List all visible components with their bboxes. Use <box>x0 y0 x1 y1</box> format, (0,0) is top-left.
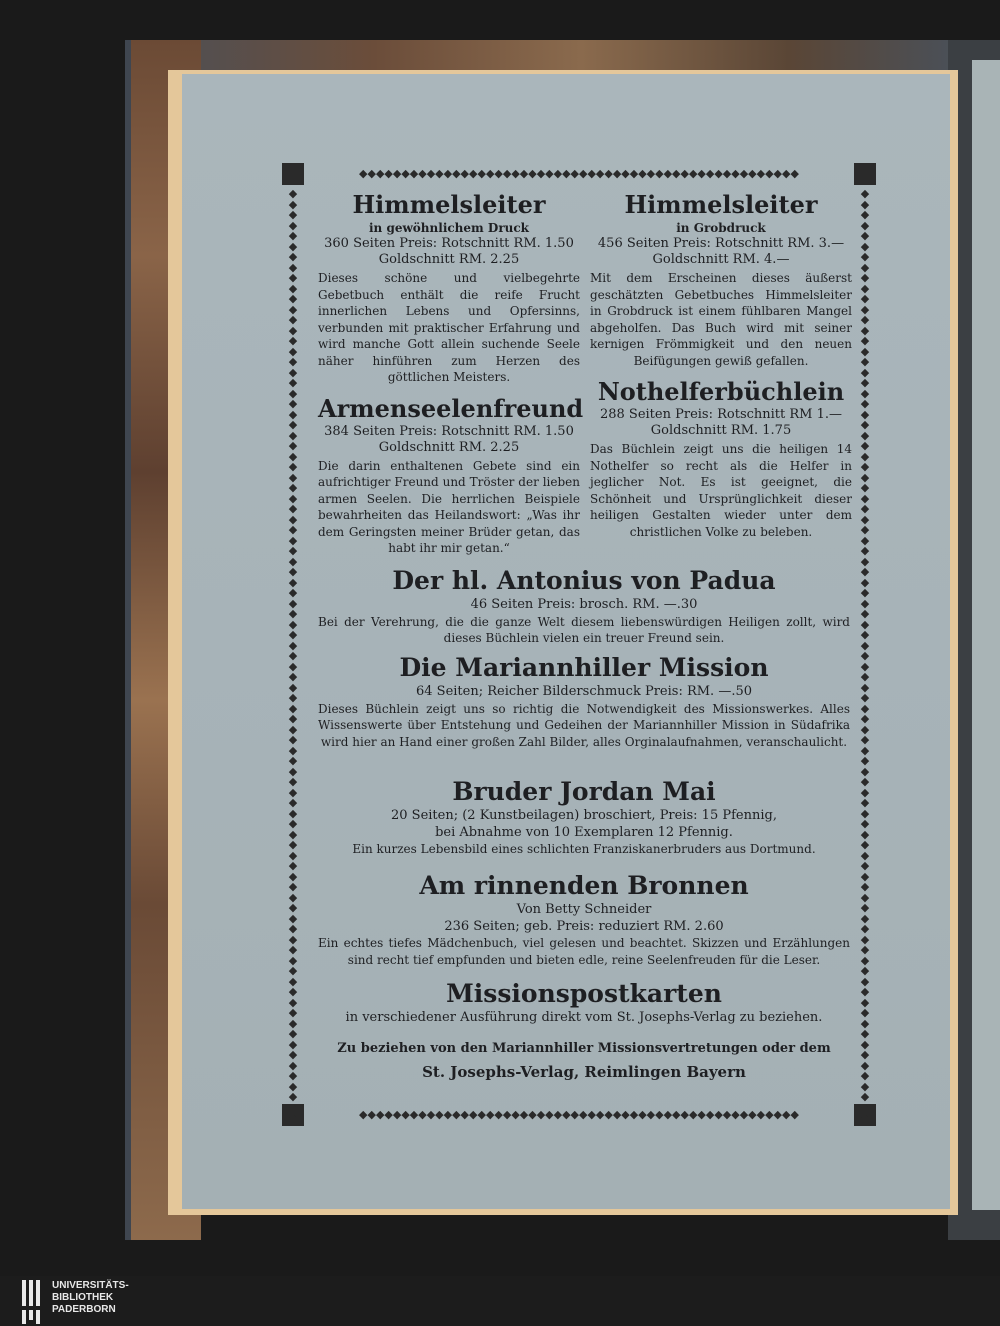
book-subtitle: in gewöhnlichem Druck <box>368 221 529 235</box>
book-title: Himmelsleiter <box>352 190 546 219</box>
book-description: Das Büchlein zeigt uns die heiligen 14 Nothelfer so recht als die Helfer in jeglicher Not. Es ist geeignet, die Schönheit und Ursprünglichkeit dieser heiligen Gestalten wieder unter dem christlichen Volke zu beleben. <box>590 442 852 539</box>
book-description: Dieses Büchlein zeigt uns so richtig die Notwendigkeit des Missionswerkes. Alles Wissenswerte über Entstehung und Gedeihen der Mariannhiller Mission in Südafrika wird hier an Hand einer großen Zahl Bilder, alles Orginalaufnahmen, veranschaulicht. <box>318 701 850 749</box>
frame-border-right: ◆◆◆◆◆◆◆◆◆◆◆◆◆◆◆◆◆◆◆◆◆◆◆◆◆◆◆◆◆◆◆◆◆◆◆◆◆◆◆◆◆◆◆◆◆◆◆◆◆◆◆◆◆◆◆◆◆◆◆◆◆◆◆◆◆◆◆◆◆◆◆◆◆◆◆◆◆◆◆◆◆◆◆◆◆◆◆◆◆ <box>860 187 870 1124</box>
library-logo-icon <box>22 1280 46 1324</box>
book-price: 288 Seiten Preis: Rotschnitt RM 1.— <box>599 407 843 422</box>
book-price-gold: Goldschnitt RM. 2.25 <box>378 252 520 267</box>
book-price-gold: Goldschnitt RM. 1.75 <box>650 423 792 438</box>
book-price: 20 Seiten; (2 Kunstbeilagen) broschiert, Preis: 15 Pfennig, <box>391 808 777 823</box>
book-description: Dieses schöne und vielbegehrte Gebetbuch enthält die reife Frucht innerlichen Lebens und Opfersinns, verbunden mit praktischer Erfahrung und wird manche Gott allein suchende Seele näher hinführen zum Herzen des göttlichen Meisters. <box>318 271 580 384</box>
book-entry <box>590 377 852 540</box>
left-column <box>318 190 584 557</box>
book-title: Die Mariannhiller Mission <box>399 653 769 682</box>
frame-corner <box>854 163 876 185</box>
book-description: Ein kurzes Lebensbild eines schlichten Franziskanerbruders aus Dortmund. <box>352 842 816 856</box>
logo-line: BIBLIOTHEK <box>52 1292 114 1303</box>
book-title: Nothelferbüchlein <box>597 377 845 406</box>
book-price: 456 Seiten Preis: Rotschnitt RM. 3.— <box>597 236 845 251</box>
postkarten-entry <box>318 978 850 1027</box>
book-price: 384 Seiten Preis: Rotschnitt RM. 1.50 <box>324 423 574 439</box>
book-title: Bruder Jordan Mai <box>452 777 716 806</box>
book-price-gold: Goldschnitt RM. 4.— <box>652 252 790 267</box>
logo-line: UNIVERSITÄTS- <box>52 1280 129 1291</box>
book-entry <box>318 393 584 557</box>
publisher-name: St. Josephs-Verlag, Reimlingen Bayern <box>422 1063 746 1081</box>
book-description: Bei der Verehrung, die die ganze Welt diesem liebenswürdigen Heiligen zollt, wird dieses Büchlein vielen ein treuer Freund sein. <box>318 614 850 645</box>
mission-entry <box>318 652 850 750</box>
book-price: 360 Seiten Preis: Rotschnitt RM. 1.50 <box>324 236 574 251</box>
frame-border-left: ◆◆◆◆◆◆◆◆◆◆◆◆◆◆◆◆◆◆◆◆◆◆◆◆◆◆◆◆◆◆◆◆◆◆◆◆◆◆◆◆◆◆◆◆◆◆◆◆◆◆◆◆◆◆◆◆◆◆◆◆◆◆◆◆◆◆◆◆◆◆◆◆◆◆◆◆◆◆◆◆◆◆◆◆◆◆◆◆◆ <box>288 187 298 1124</box>
book-description: Mit dem Erscheinen dieses äußerst geschätzten Gebetbuches Himmelsleiter in Grobdruck ist einem fühlbaren Mangel abgeholfen. Das Buch wird mit seiner kernigen Frömmigkeit und den neuen Beifügungen gewiß gefallen. <box>590 271 852 368</box>
book-price: 46 Seiten Preis: brosch. RM. —.30 <box>470 597 698 612</box>
frame-corner <box>282 163 304 185</box>
right-column <box>590 190 852 540</box>
book-title: Missionspostkarten <box>446 979 722 1008</box>
book-title: Himmelsleiter <box>624 190 818 219</box>
logo-line: PADERBORN <box>52 1304 116 1315</box>
publisher-footer <box>318 1040 850 1082</box>
frame-border-top: ◆◆◆◆◆◆◆◆◆◆◆◆◆◆◆◆◆◆◆◆◆◆◆◆◆◆◆◆◆◆◆◆◆◆◆◆◆◆◆◆◆◆◆◆◆◆◆◆◆◆◆◆ <box>359 167 799 180</box>
library-logo-bar <box>0 1276 1000 1326</box>
book-price-bulk: bei Abnahme von 10 Exemplaren 12 Pfennig. <box>435 824 733 840</box>
antonius-entry <box>318 565 850 647</box>
footer-line: Zu beziehen von den Mariannhiller Missionsvertretungen oder dem <box>337 1041 831 1056</box>
bronnen-entry <box>318 870 850 968</box>
book-subtitle: in Grobdruck <box>676 221 766 235</box>
book-author: Von Betty Schneider <box>516 902 652 917</box>
book-price-gold: Goldschnitt RM. 2.25 <box>378 439 520 455</box>
book-description: Ein echtes tiefes Mädchenbuch, viel gelesen und beachtet. Skizzen und Erzählungen sind recht tief empfunden und bieten edle, reine Seelenfreuden für die Leser. <box>318 936 850 967</box>
book-title: Am rinnenden Bronnen <box>419 871 749 900</box>
book-price: 236 Seiten; geb. Preis: reduziert RM. 2.60 <box>444 918 724 934</box>
library-logo-text <box>52 1280 129 1316</box>
frame-border-bottom: ◆◆◆◆◆◆◆◆◆◆◆◆◆◆◆◆◆◆◆◆◆◆◆◆◆◆◆◆◆◆◆◆◆◆◆◆◆◆◆◆◆◆◆◆◆◆◆◆◆◆◆◆ <box>359 1108 799 1121</box>
book-title: Armenseelenfreund <box>318 393 584 423</box>
facing-page-edge <box>972 60 1000 1210</box>
book-entry <box>318 190 580 386</box>
book-description: Die darin enthaltenen Gebete sind ein aufrichtiger Freund und Tröster der lieben armen Seelen. Die herrlichen Beispiele bewahrheiten das Heilandswort: „Was ihr dem Geringsten meiner Brüder getan, das habt ihr mir getan.“ <box>318 458 580 555</box>
book-title: Der hl. Antonius von Padua <box>392 566 776 595</box>
book-price: 64 Seiten; Reicher Bilderschmuck Preis: RM. —.50 <box>415 684 752 699</box>
book-entry <box>590 190 852 369</box>
jordan-entry <box>318 776 850 858</box>
book-description: in verschiedener Ausführung direkt vom St. Josephs-Verlag zu beziehen. <box>345 1010 823 1025</box>
